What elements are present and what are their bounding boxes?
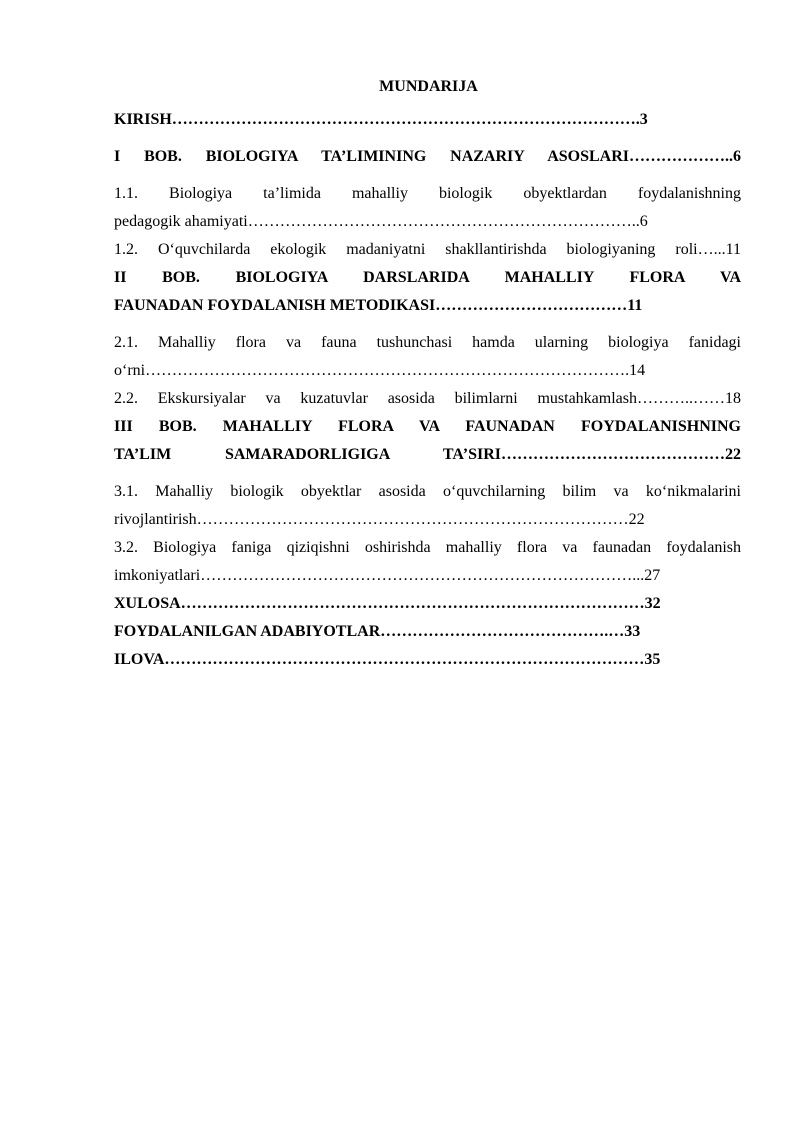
toc-entry-section-1-1-line-2: pedagogik ahamiyati………………………………………………………………..6 bbox=[114, 213, 648, 230]
toc-entry-xulosa: XULOSA……………………………………………………………………………32 bbox=[114, 595, 661, 612]
toc-entry-ilova: ILOVA………………………………………………………………………………35 bbox=[114, 651, 661, 668]
document-page bbox=[114, 76, 741, 674]
toc-entry-kirish: KIRISH…………………………………………………………………………….3 bbox=[114, 111, 648, 128]
toc-entry-section-1-2: 1.2. O‘quvchilarda ekologik madaniyatni shakllantirishda biologiyaning roli…...11 bbox=[114, 241, 741, 258]
toc-entry-section-1-1-line-1: 1.1. Biologiya ta’limida mahalliy biologik obyektlardan foydalanishning bbox=[114, 185, 741, 202]
toc-entry-adabiyotlar: FOYDALANILGAN ADABIYOTLAR…………………………………….…33 bbox=[114, 623, 641, 640]
toc-entry-section-2-2: 2.2. Ekskursiyalar va kuzatuvlar asosida bilimlarni mustahkamlash………..……18 bbox=[114, 390, 741, 407]
toc-entry-section-3-1-line-2: rivojlantirish………………………………………………………………………22 bbox=[114, 511, 645, 528]
toc-entry-chapter-1: I BOB. BIOLOGIYA TA’LIMINING NAZARIY ASOSLARI………………..6 bbox=[114, 148, 741, 165]
document-title: MUNDARIJA bbox=[379, 78, 478, 95]
toc-entry-section-3-2-line-1: 3.2. Biologiya faniga qiziqishni oshirishda mahalliy flora va faunadan foydalanish bbox=[114, 539, 741, 556]
toc-entry-section-3-1-line-1: 3.1. Mahalliy biologik obyektlar asosida o‘quvchilarning bilim va ko‘nikmalarini bbox=[114, 483, 741, 500]
toc-entry-section-2-1-line-2: o‘rni……………………………………………………………………………….14 bbox=[114, 362, 646, 379]
toc-entry-chapter-2-line-2: FAUNADAN FOYDALANISH METODIKASI………………………………11 bbox=[114, 297, 643, 314]
toc-entry-chapter-3-line-2: TA’LIM SAMARADORLIGIGA TA’SIRI……………………………………22 bbox=[114, 446, 741, 463]
toc-entry-chapter-3-line-1: III BOB. MAHALLIY FLORA VA FAUNADAN FOYDALANISHNING bbox=[114, 418, 741, 435]
toc-entry-chapter-2-line-1: II BOB. BIOLOGIYA DARSLARIDA MAHALLIY FLORA VA bbox=[114, 269, 741, 286]
toc-entry-section-3-2-line-2: imkoniyatlari………………………………………………………………………...27 bbox=[114, 567, 661, 584]
toc-entry-section-2-1-line-1: 2.1. Mahalliy flora va fauna tushunchasi hamda ularning biologiya fanidagi bbox=[114, 334, 741, 351]
